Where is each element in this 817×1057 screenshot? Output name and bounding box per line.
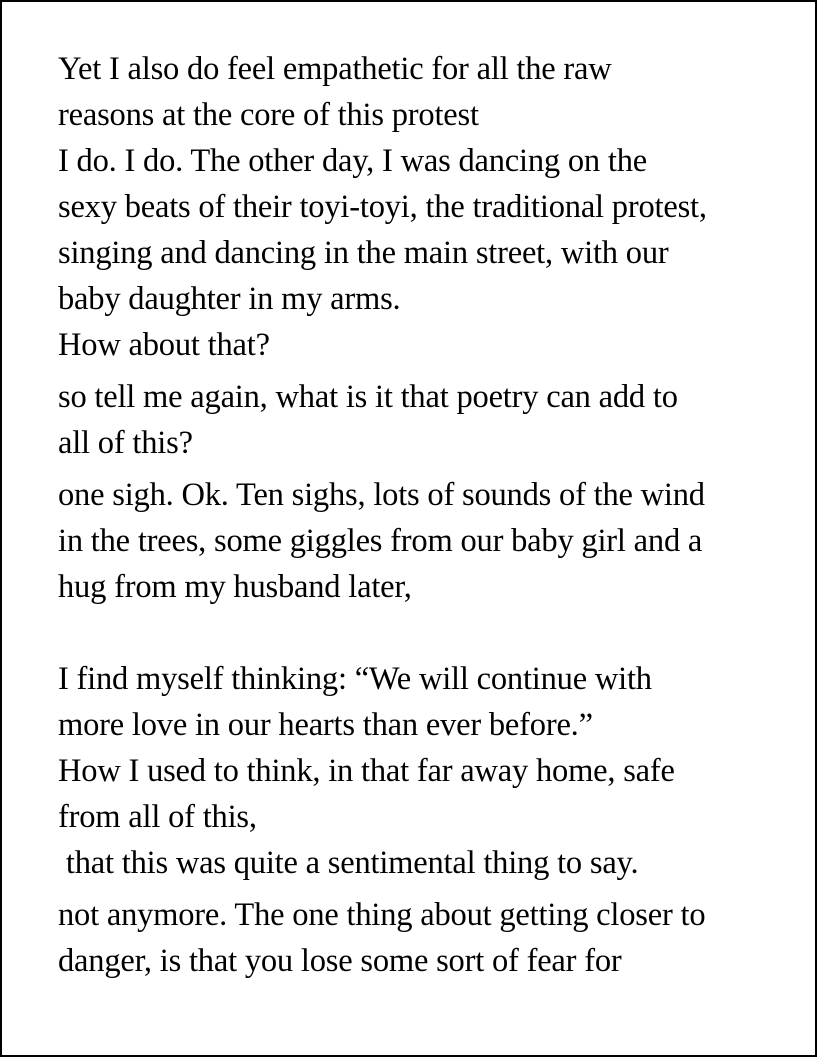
poem-text [58, 46, 798, 984]
text-line: that this was quite a sentimental thing to say. [58, 845, 639, 881]
text-line: How I used to think, in that far away home, safe [58, 753, 675, 789]
text-line: sexy beats of their toyi-toyi, the traditional protest, [58, 189, 707, 225]
text-line: danger, is that you lose some sort of fear for [58, 943, 622, 979]
text-line: from all of this, [58, 799, 257, 835]
text-line: Yet I also do feel empathetic for all the raw [58, 51, 612, 87]
text-line: in the trees, some giggles from our baby girl and a [58, 523, 703, 559]
blank-line [58, 610, 798, 656]
text-line: singing and dancing in the main street, with our [58, 235, 669, 271]
text-line: more love in our hearts than ever before.” [58, 707, 593, 743]
text-line: How about that? [58, 327, 270, 363]
paragraph-1 [58, 46, 798, 368]
text-line: I find myself thinking: “We will continue with [58, 661, 652, 697]
paragraph-4 [58, 656, 798, 886]
paragraph-3 [58, 472, 798, 610]
text-line: one sigh. Ok. Ten sighs, lots of sounds of the wind [58, 477, 705, 513]
text-line: baby daughter in my arms. [58, 281, 401, 317]
text-line: not anymore. The one thing about getting closer to [58, 897, 706, 933]
text-line: reasons at the core of this protest [58, 97, 479, 133]
paragraph-2 [58, 374, 798, 466]
text-line: all of this? [58, 425, 193, 461]
text-line: so tell me again, what is it that poetry can add to [58, 379, 678, 415]
text-line: I do. I do. The other day, I was dancing on the [58, 143, 647, 179]
paragraph-5 [58, 892, 798, 984]
text-line: hug from my husband later, [58, 569, 412, 605]
